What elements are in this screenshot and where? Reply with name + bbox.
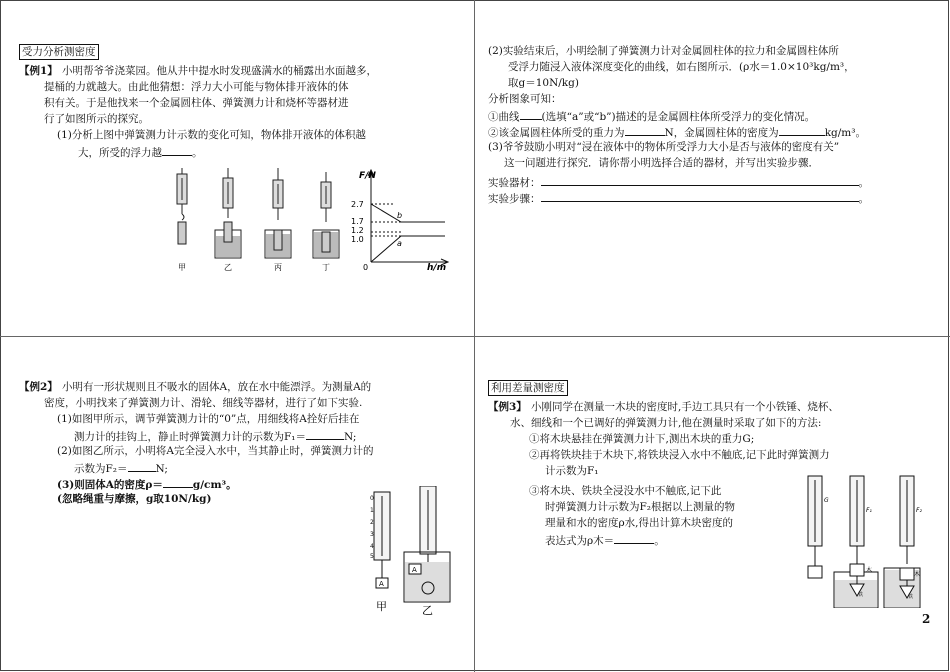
- equipment-input[interactable]: [541, 174, 859, 186]
- graph-ytick-1-2: 1.2: [351, 226, 364, 235]
- graph-ytick-1-0: 1.0: [351, 235, 364, 244]
- svg-text:3: 3: [370, 531, 374, 538]
- svg-text:4: 4: [370, 543, 374, 550]
- svg-text:5: 5: [370, 553, 374, 560]
- example3-label: 【例3】: [488, 401, 527, 413]
- figure-label-jia: 甲: [376, 600, 387, 613]
- graph-curve-a: [371, 236, 445, 262]
- figure-label-yi: 乙: [422, 604, 433, 616]
- answer-blank-f1[interactable]: [306, 428, 344, 440]
- section-heading-force-analysis: [19, 44, 99, 61]
- quadrant-divider-horizontal: [0, 336, 950, 337]
- example2-part1-line-2: 测力计的挂钩上，静止时弹簧测力计的示数为F₁＝ N;: [74, 428, 356, 446]
- label-f2: F₂: [916, 507, 922, 514]
- section-heading-difference: [488, 380, 568, 397]
- example3-step-1: ①将木块悬挂在弹簧测力计下,测出木块的重力G;: [529, 433, 755, 445]
- example2-line-2: 密度，小明找来了弹簧测力计、滑轮、细线等器材，进行了如下实验.: [44, 397, 363, 409]
- example3-step-3-line-1: ③将木块、铁块全浸没水中不触底,记下此: [529, 485, 722, 497]
- example2-line-1: 小明有一形状规则且不吸水的固体A，放在水中能漂浮。为测量A的: [62, 381, 372, 393]
- label-wood-1: 木: [866, 567, 873, 574]
- wood-block-f2: [900, 568, 914, 580]
- beaker-label-ding: 丁: [322, 263, 330, 272]
- answer-blank[interactable]: [162, 144, 192, 156]
- example1-line-2: 提桶的力就越大。由此他猜想：浮力大小可能与物体排开液体的体: [44, 81, 349, 93]
- heading-box-2: 利用差量测密度: [488, 380, 568, 396]
- graph-ylabel: F/N: [359, 171, 376, 181]
- example3-line-1: 小刚同学在测量一木块的密度时,手边工具只有一个小铁锤、烧杯、: [531, 401, 839, 413]
- wood-block-f1: [850, 564, 864, 576]
- wood-block-g: [808, 566, 822, 578]
- example3-line-2: 水、细线和一个已调好的弹簧测力计,他在测量时采取了如下的方法:: [510, 417, 822, 429]
- block-a-label-jia: A: [379, 580, 384, 588]
- graph-curve-b-label: b: [397, 211, 403, 220]
- graph-curve-b: [371, 204, 445, 222]
- spring-scale-figure: [160, 168, 360, 272]
- block-a-label-yi: A: [412, 566, 417, 574]
- example1-part2-line-1: (2)实验结束后，小明绘制了弹簧测力计对金属圆柱体的拉力和金属圆柱体所: [488, 45, 839, 57]
- equipment-row: 实验器材： 。: [488, 174, 869, 192]
- beaker-label-yi: 乙: [224, 263, 232, 272]
- answer-blank-density-a[interactable]: [163, 476, 193, 488]
- graph-xlabel: h/m: [427, 263, 447, 272]
- beaker-label-bing: 丙: [274, 263, 282, 272]
- example1-part3-line-2: 这一问题进行探究．请你帮小明选择合适的器材，并写出实验步骤．: [504, 157, 819, 169]
- example1-label: 【例1】: [19, 65, 58, 77]
- answer-blank-wood-density[interactable]: [614, 532, 654, 544]
- graph-origin: 0: [363, 263, 369, 272]
- label-f1: F₁: [866, 507, 872, 514]
- spring-scale-bing: [265, 168, 291, 258]
- spring-scale-yi: [215, 168, 241, 258]
- example1-part2-line-2: 受浮力随浸入液体深度变化的曲线，如右图所示．(ρ水＝1.0×10³kg/m³，: [508, 61, 855, 73]
- spring-scale-jia: [177, 168, 187, 244]
- example2-part2-line-1: (2)如图乙所示，小明将A完全浸入水中，当其静止时，弹簧测力计的: [57, 445, 374, 457]
- graph-ytick-2-7: 2.7: [351, 200, 364, 209]
- page-number: 2: [922, 612, 931, 626]
- example1-part3-line-1: (3)爷爷鼓励小明对“浸在液体中的物体所受浮力大小是否与液体的密度有关”: [488, 141, 840, 153]
- label-iron-1: 铁: [858, 592, 864, 598]
- svg-text:1: 1: [370, 507, 374, 514]
- analysis-title: 分析图象可知：: [488, 93, 562, 105]
- label-g: G: [824, 497, 829, 504]
- example3-step-3-line-3: 理量和水的密度ρ水,得出计算木块密度的: [545, 517, 734, 529]
- heading-box: 受力分析测密度: [19, 44, 99, 60]
- spring-scale-ding: [313, 172, 339, 258]
- label-iron-2: 铁: [908, 594, 914, 600]
- example2-part3-line: (3)则固体A的密度ρ＝ g/cm³。: [57, 476, 237, 494]
- label-wood-2: 木: [914, 571, 921, 578]
- svg-text:2: 2: [370, 519, 374, 526]
- example3-step-3-line-2: 时弹簧测力计示数为F₂根据以上测量的物: [545, 501, 735, 513]
- example2-part2-line-2: 示数为F₂＝ N;: [74, 460, 168, 478]
- example3-step-2-line-1: ②再将铁块挂于木块下,将铁块浸入水中不触底,记下此时弹簧测力: [529, 449, 830, 461]
- example2-note: (忽略绳重与摩擦，g取10N/kg): [57, 493, 212, 505]
- example2-part1-line-1: (1)如图甲所示，调节弹簧测力计的“0”点，用细线将A拴好后挂在: [57, 413, 360, 425]
- graph-curve-a-label: a: [397, 239, 402, 248]
- analysis-item-2: ②该金属圆柱体所受的重力为 N，金属圆柱体的密度为 kg/m³。: [488, 124, 866, 142]
- example1-part2-line-3: 取g＝10N/kg): [508, 77, 579, 89]
- example1-part1-line-2: 大，所受的浮力越 。: [78, 144, 203, 162]
- answer-blank-curve[interactable]: [520, 108, 542, 120]
- example3-step-2-line-2: 计示数为F₁: [545, 465, 599, 477]
- answer-blank-f2[interactable]: [128, 460, 156, 472]
- example2-label: 【例2】: [19, 381, 58, 393]
- answer-blank-weight[interactable]: [625, 124, 665, 136]
- example1-line-3: 积有关。于是他找来一个金属圆柱体、弹簧测力计和烧杯等器材进: [44, 97, 349, 109]
- beaker-label-jia: 甲: [178, 263, 186, 272]
- pulley-scale-figure: [360, 486, 460, 616]
- example1-line-4: 行了如图所示的探究。: [44, 113, 149, 125]
- force-depth-graph: [345, 166, 455, 272]
- answer-blank-density[interactable]: [779, 124, 825, 136]
- svg-text:0: 0: [370, 495, 374, 502]
- steps-row: 实验步骤： 。: [488, 190, 869, 208]
- graph-ytick-1-7: 1.7: [351, 217, 364, 226]
- steps-input[interactable]: [541, 190, 859, 202]
- example1-part1-line-1: (1)分析上图中弹簧测力计示数的变化可知，物体排开液体的体积越: [57, 129, 366, 141]
- example3-step-3-line-4: 表达式为ρ木＝ 。: [545, 532, 665, 550]
- wood-iron-figure: [800, 472, 922, 608]
- analysis-item-1: ①曲线 (选填“a”或“b”)描述的是金属圆柱体所受浮力的变化情况。: [488, 108, 815, 126]
- example1-line-1: 小明帮爷爷浇菜园。他从井中提水时发现盛满水的桶露出水面越多，: [62, 65, 377, 77]
